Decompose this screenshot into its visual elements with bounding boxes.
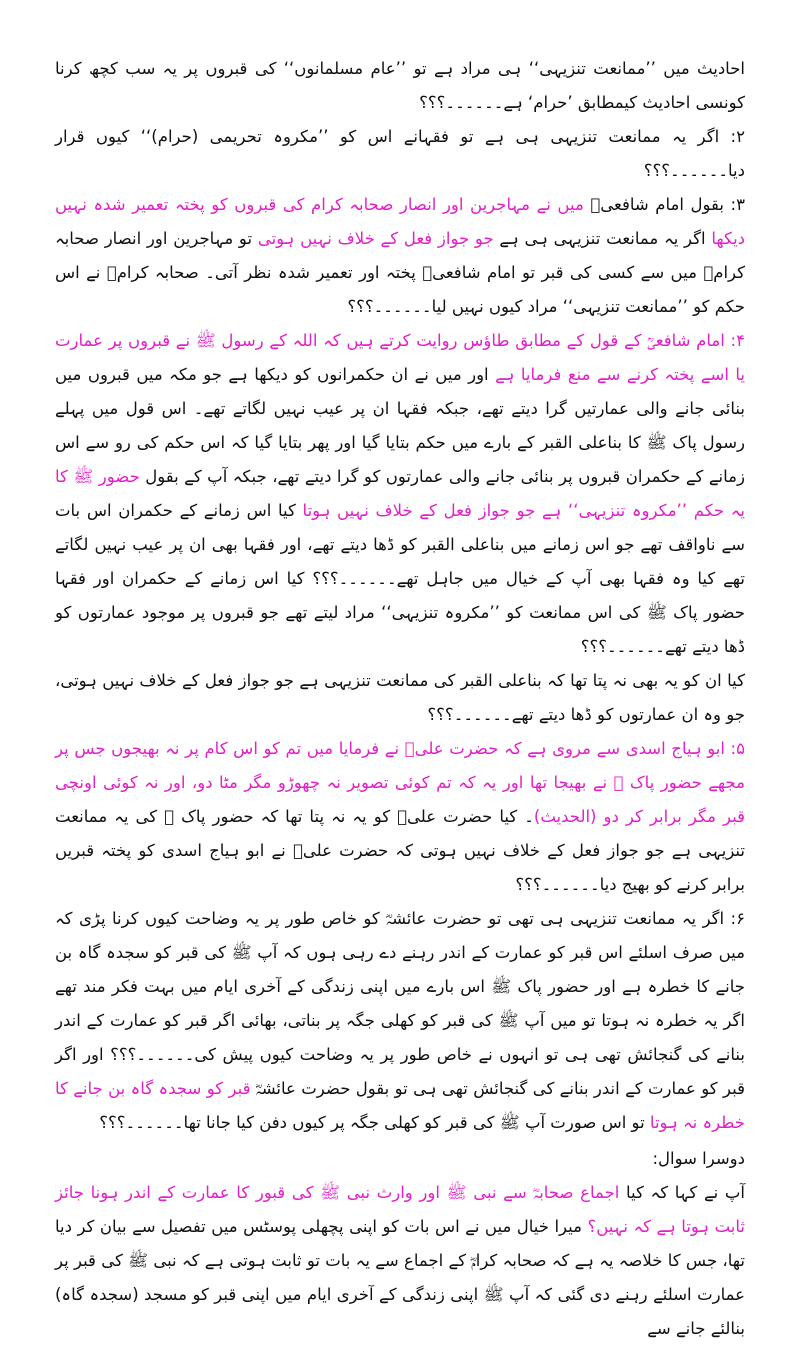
document-page [55,52,745,1346]
text-segment: آپ نے کہا کہ کیا [619,1183,745,1202]
highlighted-text: ۴: امام شافعیؒ کے قول کے مطابق طاؤس روایت کرتے ہیں کہ اللہ کے رسول ﷺ نے قبروں پر عمارت یا اسے پختہ کرنے سے منع فرمایا ہے [55,331,745,384]
highlighted-text: میں نے مہاجرین اور انصار صحابہ کرام کی قبروں کو پختہ تعمیر شدہ نہیں دیکھا [55,195,746,248]
text-segment: اور میں نے ان حکمرانوں کو دیکھا ہے جو مکہ میں قبروں میں بنائی جانے والی عمارتیں گرا دیتے تھے، جبکہ فقہا ان پر عیب نہیں لگاتے تھے۔ اس قول میں پہلے رسول پاک ﷺ کا بناعلی القبر کے بارے میں حکم بتایا گیا اور پھر بتایا گیا کہ اس حکم کی رو سے اس زمانے کے حکمران قبروں پر بنائی جانے والی عمارتوں کو گرا دیتے تھے، جبکہ آپ کے بقول [55,365,745,486]
paragraph-3 [55,188,745,324]
text-segment: تو مہاجرین اور انصار صحابہ کرامؓ میں سے کسی کی قبر تو امام شافعیؒ پختہ اور تعمیر شدہ نظر آتی۔ صحابہ کرامؓ نے اس حکم کو ’’ممانعت تنزیہی‘‘ مراد کیوں نہیں لیا۔۔۔۔۔۔؟؟؟ [55,229,745,316]
paragraph-5 [55,664,745,732]
text-segment: میرا خیال میں نے اس بات کو اپنی پچھلی پوسٹس میں تفصیل سے بیان کر دیا تھا، جس کا خلاصہ یہ ہے کہ صحابہ کرامؓ کے اجماع سے یہ بات تو ثابت ہوتی ہے کہ نبی ﷺ کی قبر پر عمارت اسلئے رہنے دی گئی کہ آپ ﷺ اپنی زندگی کے آخری ایام میں اپنی قبر کو مسجد (سجدہ گاہ) بنالئے جانے سے [55,1217,745,1338]
paragraph-4 [55,324,745,664]
text-segment: تو اس صورت آپ ﷺ کی قبر کو کھلی جگہ پر کیوں دفن کیا جانا تھا۔۔۔۔۔۔؟؟؟ [99,1113,650,1132]
text-segment: احادیث میں ’’ممانعت تنزیہی‘‘ ہی مراد ہے تو ’’عام مسلمانوں‘‘ کی قبروں پر یہ سب کچھ کرنا کونسی احادیث کیمطابق ’حرام‘ ہے۔۔۔۔۔۔؟؟؟ [55,59,745,112]
highlighted-text: اجماع صحابہؓ سے نبی ﷺ اور وارث نبی ﷺ کی قبور کا عمارت کے اندر ہونا جائز ثابت ہوتا ہے کہ نہیں؟ [55,1183,745,1236]
text-segment: ۶: اگر یہ ممانعت تنزیہی ہی تھی تو حضرت عائشہؓ کو خاص طور پر یہ وضاحت کیوں کرنا پڑی کہ میں صرف اسلئے اس قبر کو عمارت کے اندر رہنے دے رہی ہوں کہ آپ ﷺ کی قبر کو سجدہ گاہ بن جانے کا خطرہ ہے اور حضور پاک ﷺ اس بارے میں اپنی زندگی کے آخری ایام میں بہت فکر مند تھے اگر یہ خطرہ نہ ہوتا تو میں آپ ﷺ کی قبر کو کھلی جگہ پر بناتی، بھائی اگر قبر کو عمارت کے اندر بنانے کی گنجائش تھی ہی تو انہوں نے خاص طور پر یہ وضاحت کیوں پیش کی۔۔۔۔۔۔؟؟؟ اور اگر قبر کو عمارت کے اندر بنانے کی گنجائش تھی ہی تو بقول حضرت عائشہؓ [55,909,745,1098]
highlighted-text: حضور ﷺ کا یہ حکم ’’مکروہ تنزیہی‘‘ ہے جو جواز فعل کے خلاف نہیں ہوتا [55,467,745,520]
paragraph-6 [55,732,745,902]
highlighted-text: جو جواز فعل کے خلاف نہیں ہوتی [257,229,494,248]
paragraph-7 [55,902,745,1140]
highlighted-text: قبر کو سجدہ گاہ بن جانے کا خطرہ نہ ہوتا [55,1079,745,1132]
second-question-paragraph [55,1176,745,1346]
paragraph-2 [55,120,745,188]
text-segment: کیا اس زمانے کے حکمران اس بات سے ناواقف تھے جو اس زمانے میں بناعلی القبر کو ڈھا دیتے تھے، اور فقہا بھی ان پر عیب نہیں لگاتے تھے کیا وہ فقہا بھی آپ کے خیال میں جاہل تھے۔۔۔۔۔۔؟؟؟ کیا اس زمانے کے حکمران اور فقہا حضور پاک ﷺ کی اس ممانعت کو ’’مکروہ تنزیہی‘‘ مراد لیتے تھے جو قبروں پر موجود عمارتوں کو ڈھا دیتے تھے۔۔۔۔۔۔؟؟؟ [55,501,745,656]
text-segment: ۳: بقول امام شافعیؒ [583,195,745,214]
text-segment: ۲: اگر یہ ممانعت تنزیہی ہی ہے تو فقہانے اس کو ’’مکروہ تحریمی (حرام)‘‘ کیوں قرار دیا۔۔۔۔۔۔؟؟؟ [55,127,745,180]
text-segment: اگر یہ ممانعت تنزیہی ہی ہے [493,229,712,248]
text-segment: ۔ کیا حضرت علیؓ کو یہ نہ پتا تھا کہ حضور پاک ﷺ کی یہ ممانعت تنزیہی ہے جو جواز فعل کے خلاف نہیں ہوتی کہ حضرت علیؓ نے ابو ہیاج اسدی کو پختہ قبریں برابر کرنے کو بھیج دیا۔۔۔۔۔۔؟؟؟ [55,807,745,894]
text-segment: کیا ان کو یہ بھی نہ پتا تھا کہ بناعلی القبر کی ممانعت تنزیہی ہے جو جواز فعل کے خلاف نہیں ہوتی، جو وہ ان عمارتوں کو ڈھا دیتے تھے۔۔۔۔۔۔؟؟؟ [55,671,745,724]
paragraph-1 [55,52,745,120]
second-question-heading: دوسرا سوال: [652,1149,745,1168]
highlighted-text: ۵: ابو ہیاج اسدی سے مروی ہے کہ حضرت علیؓ نے فرمایا میں تم کو اس کام پر نہ بھیجوں جس پر مجھے حضور پاک ﷺ نے بھیجا تھا اور یہ کہ تم کوئی تصویر نہ چھوڑو مگر مٹا دو، اور نہ کوئی اونچی قبر مگر برابر کر دو (الحدیث) [55,739,746,826]
